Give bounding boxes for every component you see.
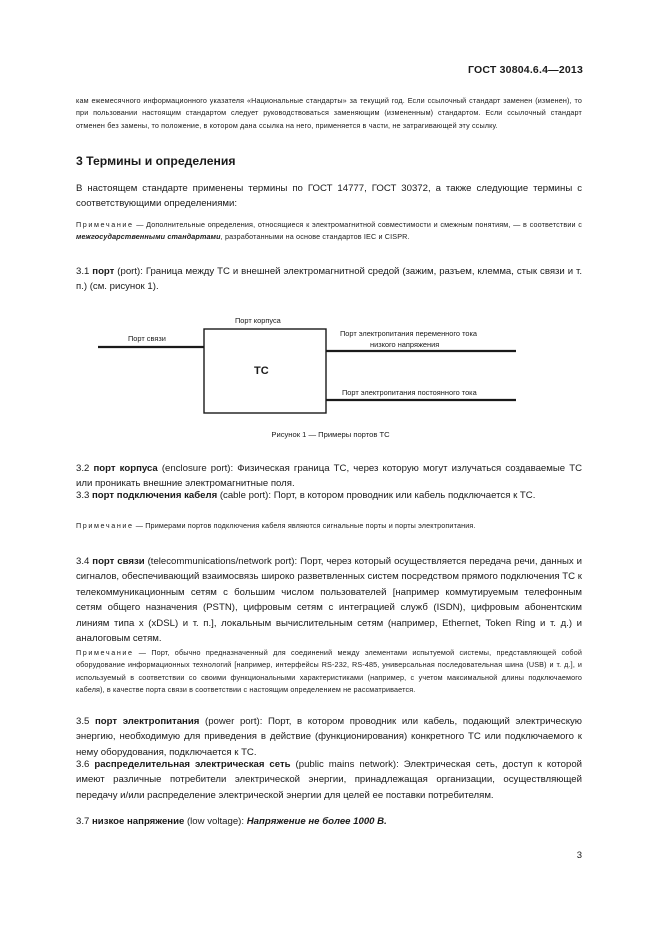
document-header: ГОСТ 30804.6.4—2013	[467, 64, 583, 76]
figure-1-caption: Рисунок 1 — Примеры портов ТС	[271, 430, 390, 439]
term-3-3-en: (cable port):	[217, 490, 274, 501]
term-3-6	[76, 757, 582, 803]
term-3-7-en: (low voltage):	[184, 816, 247, 827]
term-3-4-def: Порт, через который осуществляется передача речи, данных и сигналов, обеспечивающий взаимосвязь широко разветвленных систем посредством прямого подключения ТС к телекоммуникационным сетям с большим числом пользователей [например коммутируемым телефонным сетям общего назначения (PSTN), цифровым сетям с интеграцией служб (ISDN), цифровым абонентским линиям типа x (xDSL) и т. п.], локальным вычислительным сетям (например, Ethernet, Token Ring и т. д.) и аналоговым сетям.	[76, 556, 582, 645]
term-3-5-term: порт электропитания	[95, 716, 200, 727]
term-3-1-def: Граница между ТС и внешней электромагнитной средой (зажим, разъем, клемма, стык связи и т. п.) (см. рисунок 1).	[76, 266, 582, 293]
section-title: 3 Термины и определения	[76, 154, 236, 168]
section-intro-text: В настоящем стандарте применены термины по ГОСТ 14777, ГОСТ 30372, а также следующие термины с соответствующими определениями:	[76, 183, 582, 210]
term-3-2-num: 3.2	[76, 463, 90, 474]
term-3-4-en: (telecommunications/network port):	[144, 556, 301, 567]
term-3-5-num: 3.5	[76, 716, 90, 727]
term-3-3	[76, 488, 582, 503]
note-2-label: Примечание	[76, 521, 134, 530]
term-3-3-num: 3.3	[76, 490, 90, 501]
comm-port-label: Порт связи	[128, 334, 166, 343]
term-3-6-def: Электрическая сеть, доступ к которой имеют различные потребители электрической энергии, принадлежащая организации, осуществляющей передачу и/или распределение электрической энергии для целей ее поставки потребителям.	[76, 759, 583, 801]
term-3-1	[76, 264, 582, 295]
note-2-text: — Примерами портов подключения кабеля являются сигнальные порты и порты электропитания.	[133, 521, 476, 530]
term-3-6-num: 3.6	[76, 759, 90, 770]
note-1-emphasis: межгосударственными стандартами	[76, 232, 221, 242]
note-3-text: — Порт, обычно предназначенный для соединений между элементами испытуемой системы, представляющей собой оборудование информационных технологий [например, интерфейсы RS-232, RS-485, универсальная последовательная шина (USB) и т. д.], и используемый в соответствии со своими функциональными характеристиками (например, с учетом максимальной длины подключаемого кабеля), в качестве порта связи в соответствии с настоящим определением не рассматривается.	[76, 648, 582, 695]
term-3-5	[76, 714, 582, 760]
section-intro	[76, 181, 582, 212]
intro-paragraph: кам ежемесячного информационного указателя «Национальные стандарты» за текущий год. Если ссылочный стандарт заменен (изменен), то при пользовании настоящим стандартом следует руководствоваться заменяющим (измененным) стандартом. Если ссылочный стандарт отменен без замены, то положение, в котором дана ссылка на него, применяется в части, не затрагивающей эту ссылку.	[76, 96, 582, 130]
term-3-2-def: Физическая граница ТС, через которую могут излучаться создаваемые ТС или проникать внешние электромагнитные поля.	[76, 463, 582, 490]
term-3-4-num: 3.4	[76, 556, 90, 567]
figure-1-ports-diagram	[96, 310, 528, 420]
term-3-1-term: порт	[92, 266, 115, 277]
term-3-4-term: порт связи	[92, 556, 145, 567]
term-3-7-num: 3.7	[76, 816, 90, 827]
term-3-3-def: Порт, в котором проводник или кабель подключается к ТС.	[273, 490, 536, 501]
note-1	[76, 219, 582, 244]
enclosure-port-label: Порт корпуса	[235, 316, 281, 325]
note-1-label: Примечание	[76, 220, 134, 229]
note-3-label: Примечание	[76, 648, 134, 657]
term-3-1-en: (port):	[114, 266, 146, 277]
term-3-4	[76, 554, 582, 646]
term-3-1-num: 3.1	[76, 266, 90, 277]
ts-box-label: ТС	[254, 365, 269, 377]
note-2	[76, 520, 582, 532]
page-number: 3	[576, 850, 582, 861]
note-3	[76, 647, 582, 697]
term-3-2-term: порт корпуса	[93, 463, 158, 474]
term-3-2-en: (enclosure port):	[157, 463, 238, 474]
ac-port-label-line2: низкого напряжения	[370, 340, 440, 349]
term-3-5-en: (power port):	[199, 716, 269, 727]
term-3-5-def: Порт, в котором проводник или кабель, подающий электрическую энергию, необходимую для приведения в действие (функционирования) конкретного ТС или подключаемого к нему оборудования, подключается к ТС.	[76, 716, 582, 758]
term-3-7-def: Напряжение не более 1000 В.	[246, 816, 387, 827]
ports-diagram-svg	[96, 310, 528, 420]
note-1-text-b: , разработанными на основе стандартов IEC и CISPR.	[220, 232, 410, 242]
term-3-7-term: низкое напряжение	[92, 816, 185, 827]
term-3-7	[76, 814, 582, 829]
term-3-3-term: порт подключения кабеля	[92, 490, 218, 501]
term-3-6-en: (public mains network):	[290, 759, 404, 770]
note-1-text-a: — Дополнительные определения, относящиеся к электромагнитной совместимости и смежным понятиям, — в соответствии с	[133, 220, 582, 229]
term-3-6-term: распределительная электрическая сеть	[94, 759, 291, 770]
dc-port-label: Порт электропитания постоянного тока	[342, 388, 477, 397]
ac-port-label-line1: Порт электропитания переменного тока	[340, 329, 477, 338]
